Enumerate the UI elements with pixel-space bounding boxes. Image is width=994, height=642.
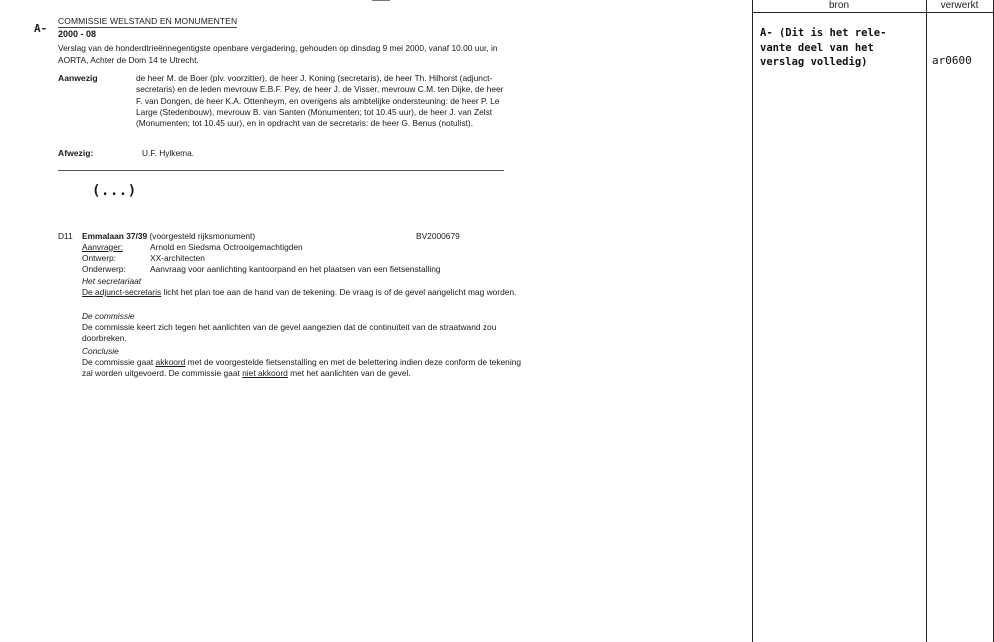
conclusion-part: met de voorgestelde fietsenstalling en met de belettering indien deze conform de tekening zal worden uitgevoerd. De commissie gaat: [82, 357, 522, 378]
bron-cell: A- (Dit is het rele- vante deel van het verslag volledig): [760, 27, 887, 68]
field-label: Ontwerp:: [82, 253, 116, 263]
secretariat-heading: Het secretariaat: [82, 276, 142, 286]
commission-heading: De commissie: [82, 311, 135, 321]
field-value: XX-architecten: [150, 253, 205, 263]
document-number: 2000 - 08: [58, 29, 97, 39]
present-text: de heer M. de Boer (plv. voorzitter), de heer J. Koning (secretaris), de heer Th. Hilhorst (adjunct-secretaris) en de leden mevrouw E.B.F. Pey, de heer J. de Visser, mevrouw C.M. ten Dijke, de heer F. van Dongen, de heer K.A. Ottenheym, en overigens als ambtelijke ondersteuning: de heer P. Le Large (Stedenbouw), mevrouw B. van Santen (Monumenten; tot 10.45 uur), de heer J. van Zelst (Monumenten; tot 10.45 uur), en in opdracht van de secretaris: de heer G. Benus (notulist).: [136, 73, 504, 129]
present-label: Aanwezig: [58, 73, 98, 83]
organization-heading: COMMISSIE WELSTAND EN MONUMENTEN: [58, 16, 238, 26]
conclusion-akkoord: akkoord: [155, 357, 186, 367]
header-divider: [752, 12, 994, 13]
field-label: Aanvrager:: [82, 242, 123, 252]
column-header-bron: bron: [828, 0, 849, 11]
column-divider: [926, 0, 927, 642]
field-value: Arnold en Siedsma Octrooigemachtigden: [150, 242, 303, 252]
intro-paragraph: Verslag van de honderdtrieënnegentigste openbare vergadering, gehouden op dinsdag 9 mei 2000, vanaf 10.00 uur, in AORTA, Achter de Dom 14 te Utrecht.: [58, 43, 498, 65]
conclusion-heading: Conclusie: [82, 346, 119, 356]
scan-mark: [372, 0, 390, 1]
field-value: Aanvraag voor aanlichting kantoorpand en het plaatsen van een fietsenstalling: [150, 264, 441, 274]
column-header-verwerkt: verwerkt: [940, 0, 979, 11]
conclusion-text: [82, 357, 522, 379]
item-code: D11: [58, 231, 73, 241]
field-row: [82, 242, 303, 253]
item-address: Emmalaan 37/39: [82, 231, 148, 241]
secretariat-text: [82, 287, 522, 298]
field-row: [82, 264, 441, 275]
table-border-left: [752, 0, 753, 642]
conclusion-part: met het aanlichten van de gevel.: [287, 368, 411, 378]
absent-label: Afwezig:: [58, 148, 94, 158]
separator-line: [58, 170, 504, 171]
item-reference: BV2000679: [416, 231, 460, 241]
commission-text: De commissie keert zich tegen het aanlichten van de gevel aangezien dat de continuïteit van de straatwand zou doorbreken.: [82, 322, 497, 343]
secretariat-body: licht het plan toe aan de hand van de tekening. De vraag is of de gevel aangelicht mag worden.: [161, 287, 517, 297]
conclusion-part: De commissie gaat: [82, 357, 156, 367]
secretariat-subject: De adjunct-secretaris: [82, 287, 162, 297]
conclusion-niet-akkoord: niet akkoord: [242, 368, 288, 378]
absent-text: U.F. Hylkema.: [142, 148, 195, 158]
field-row: [82, 253, 205, 264]
item-title-note: (voorgesteld rijksmonument): [149, 231, 256, 241]
omission-mark: (...): [92, 183, 137, 199]
verwerkt-cell: ar0600: [932, 54, 972, 67]
item-title: [82, 231, 255, 241]
document-marker: A-: [34, 22, 48, 35]
field-label: Onderwerp:: [82, 264, 126, 274]
annotation-table: [752, 0, 994, 642]
